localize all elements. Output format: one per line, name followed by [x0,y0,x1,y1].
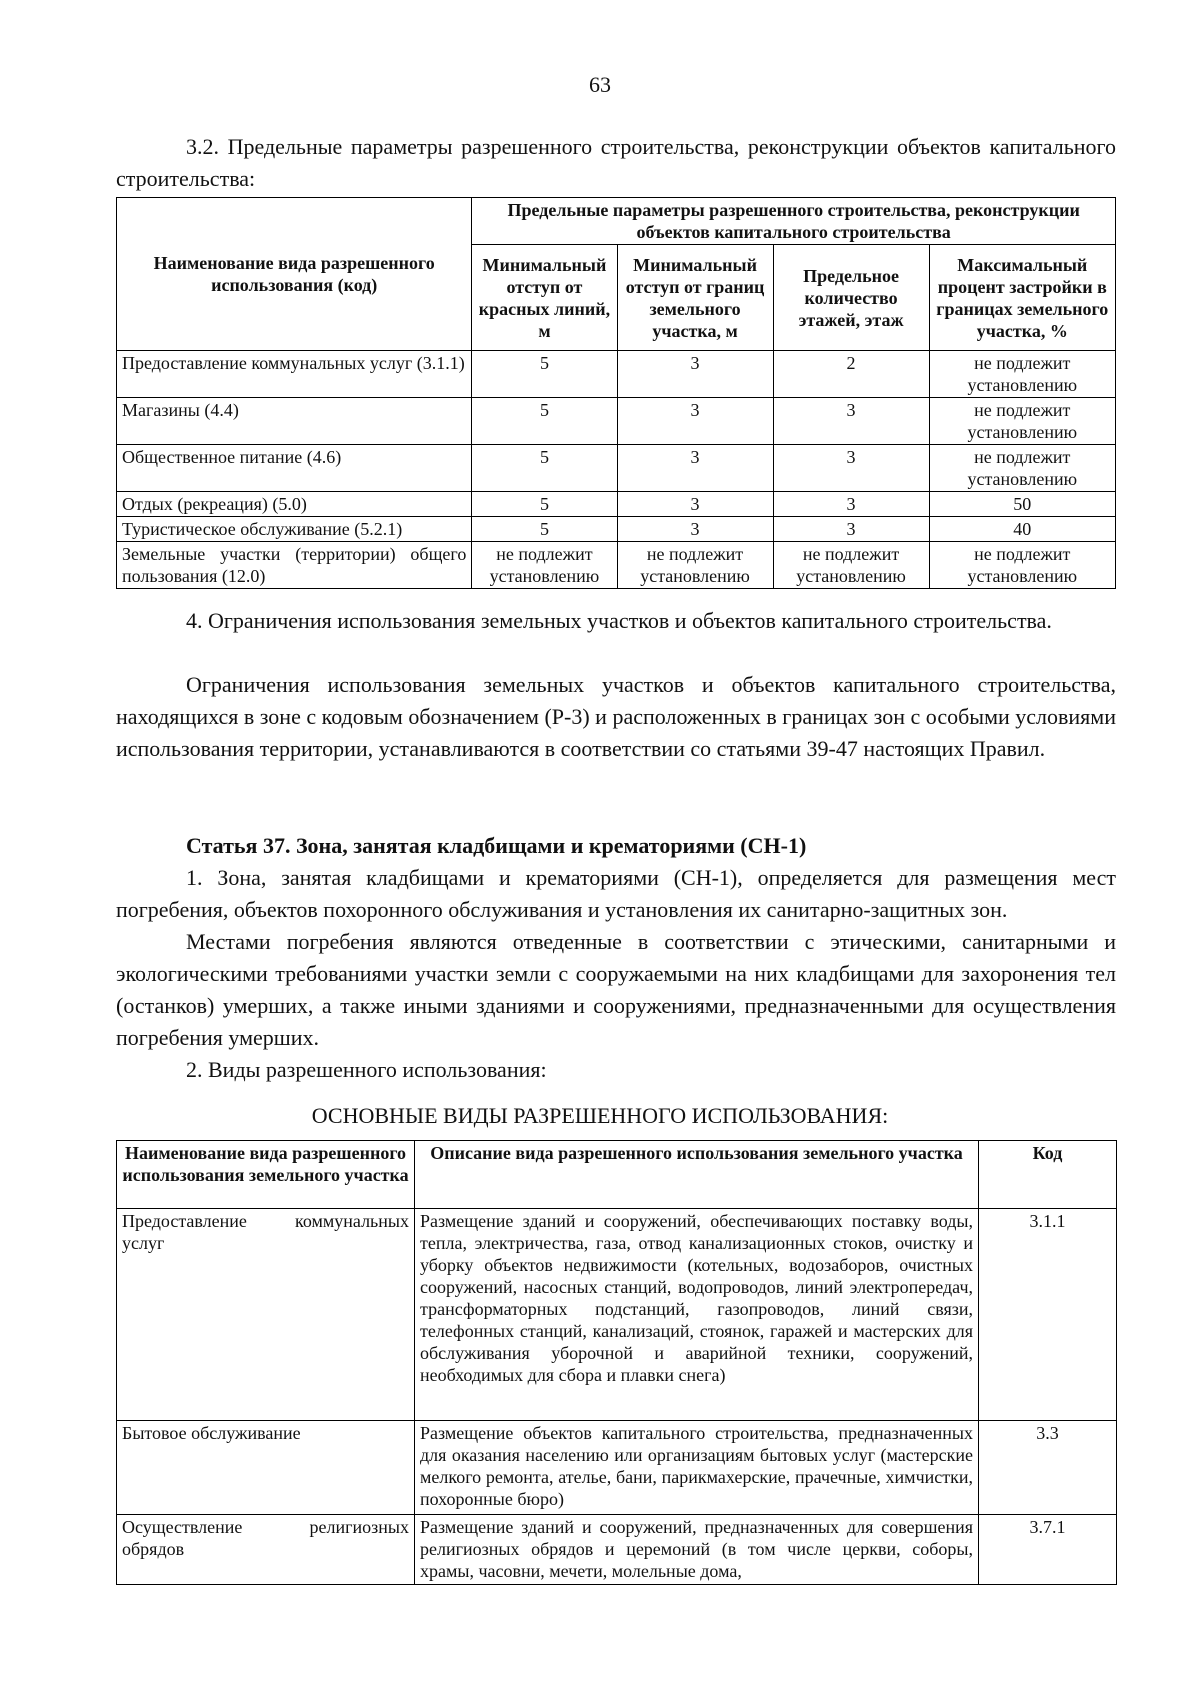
row-name: Отдых (рекреация) (5.0) [117,492,472,517]
use-name: Осуществление религиозных обрядов [117,1515,415,1585]
parameters-header-col: Минимальный отступ от границ земельного участка, м [617,245,773,351]
use-description: Размещение зданий и сооружений, обеспечивающих поставку воды, тепла, электричества, газа, отвод канализационных стоков, очистку и уборку объектов недвижимости (котельных, водозаборов, очистных сооружений, насосных станций, водопроводов, линий электропередач, трансформаторных подстанций, газопроводов, линий связи, телефонных станций, канализаций, стоянок, гаражей и мастерских для обслуживания уборочной и аварийной техники, сооружений, необходимых для сбора и плавки снега) [415,1209,979,1421]
row-name: Магазины (4.4) [117,398,472,445]
row-value: 40 [929,517,1115,542]
parameters-header-col: Предельное количество этажей, этаж [773,245,929,351]
row-value: 5 [472,445,617,492]
row-value: не подлежит установлению [617,542,773,589]
table-row [117,1209,1117,1421]
row-value: не подлежит установлению [929,445,1115,492]
row-value: 3 [617,398,773,445]
page-number: 63 [589,72,611,97]
table-row [117,351,1116,398]
table-row [117,542,1116,589]
table-row [117,517,1116,542]
parameters-header-col: Минимальный отступ от красных линий, м [472,245,617,351]
parameters-header-name: Наименование вида разрешенного использования (код) [117,198,472,351]
parameters-header-col: Максимальный процент застройки в границах земельного участка, % [929,245,1115,351]
row-value: 5 [472,398,617,445]
use-description: Размещение объектов капитального строительства, предназначенных для оказания населению или организациям бытовых услуг (мастерские мелкого ремонта, ателье, бани, парикмахерские, прачечные, химчистки, похоронные бюро) [415,1421,979,1515]
uses-table [116,1140,1117,1585]
use-name: Предоставление коммунальных услуг [117,1209,415,1421]
parameters-header-group: Предельные параметры разрешенного строительства, реконструкции объектов капитального строительства [472,198,1116,245]
table-row [117,1421,1117,1515]
row-value: 3 [617,492,773,517]
use-name: Бытовое обслуживание [117,1421,415,1515]
uses-header-name: Наименование вида разрешенного использования земельного участка [117,1141,415,1209]
row-value: 3 [773,492,929,517]
article-paragraph-3: 2. Виды разрешенного использования: [186,1057,547,1082]
row-value: 3 [617,517,773,542]
row-value: не подлежит установлению [472,542,617,589]
main-uses-title: ОСНОВНЫЕ ВИДЫ РАЗРЕШЕННОГО ИСПОЛЬЗОВАНИЯ: [311,1103,889,1128]
row-value: 5 [472,351,617,398]
row-value: 2 [773,351,929,398]
row-value: 3 [617,445,773,492]
uses-header-code: Код [979,1141,1117,1209]
parameters-table [116,197,1116,589]
row-value: 3 [773,517,929,542]
use-code: 3.1.1 [979,1209,1117,1421]
row-name: Земельные участки (территории) общего пользования (12.0) [117,542,472,589]
article-paragraph-1: 1. Зона, занятая кладбищами и крематориями (СН-1), определяется для размещения мест погребения, объектов похоронного обслуживания и установления их санитарно-защитных зон. [116,865,1116,922]
row-value: не подлежит установлению [929,351,1115,398]
uses-header-desc: Описание вида разрешенного использования земельного участка [415,1141,979,1209]
section-3-2-text: 3.2. Предельные параметры разрешенного строительства, реконструкции объектов капитального строительства: [116,134,1116,191]
row-value: не подлежит установлению [929,542,1115,589]
row-name: Туристическое обслуживание (5.2.1) [117,517,472,542]
article-heading: Статья 37. Зона, занятая кладбищами и крематориями (СН-1) [186,833,807,858]
table-row [117,1515,1117,1585]
row-name: Общественное питание (4.6) [117,445,472,492]
row-value: 50 [929,492,1115,517]
section-4-title: 4. Ограничения использования земельных участков и объектов капитального строительства. [186,608,1052,633]
row-value: 3 [773,398,929,445]
row-value: 5 [472,492,617,517]
article-paragraph-2: Местами погребения являются отведенные в соответствии с этическими, санитарными и экологическими требованиями участки земли с сооружаемыми на них кладбищами для захоронения тел (останков) умерших, а также иными зданиями и сооружениями, предназначенными для осуществления погребения умерших. [116,929,1116,1050]
use-code: 3.7.1 [979,1515,1117,1585]
row-value: не подлежит установлению [929,398,1115,445]
row-value: 3 [617,351,773,398]
row-value: 5 [472,517,617,542]
section-4-text: Ограничения использования земельных участков и объектов капитального строительства, находящихся в зоне с кодовым обозначением (Р-3) и расположенных в границах зон с особыми условиями использования территории, устанавливаются в соответствии со статьями 39-47 настоящих Правил. [116,672,1116,761]
row-value: 3 [773,445,929,492]
use-code: 3.3 [979,1421,1117,1515]
use-description: Размещение зданий и сооружений, предназначенных для совершения религиозных обрядов и церемоний (в том числе церкви, соборы, храмы, часовни, мечети, молельные дома, [415,1515,979,1585]
row-name: Предоставление коммунальных услуг (3.1.1) [117,351,472,398]
table-row [117,398,1116,445]
table-row [117,492,1116,517]
table-row [117,445,1116,492]
row-value: не подлежит установлению [773,542,929,589]
